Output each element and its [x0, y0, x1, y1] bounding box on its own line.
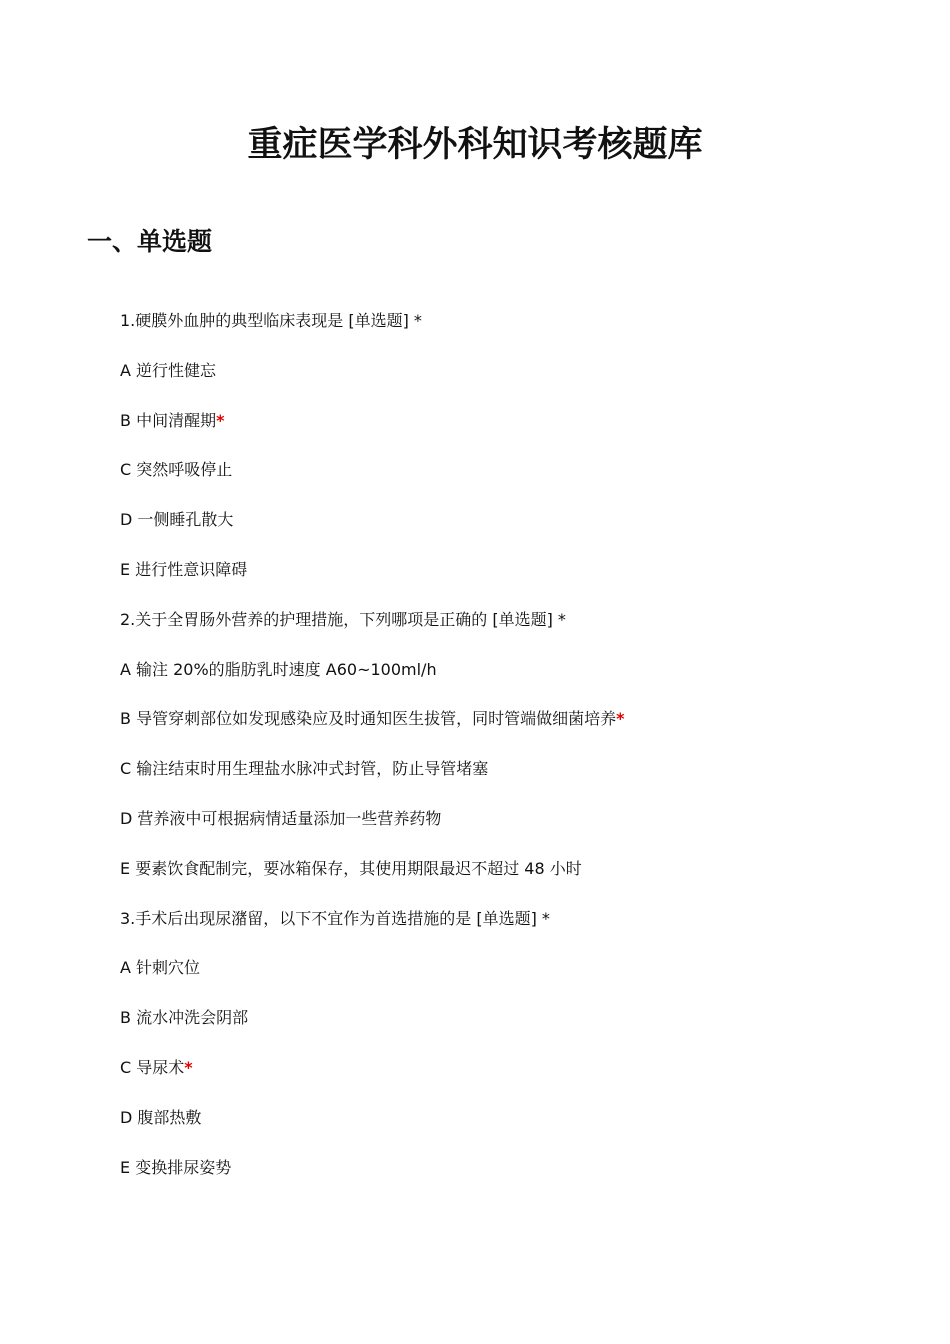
option-2d — [120, 805, 920, 855]
option-3d — [120, 1104, 920, 1154]
question-stem-3: 3.手术后出现尿潴留，以下不宜作为首选措施的是 [单选题] * — [120, 908, 550, 928]
option-text: E 进行性意识障碍 — [120, 559, 248, 579]
option-text: C 输注结束时用生理盐水脉冲式封管，防止导管堵塞 — [120, 759, 489, 779]
option-text: B 导管穿刺部位如发现感染应及时通知医生拔管，同时管端做细菌培养 — [120, 709, 617, 729]
option-2b — [120, 705, 920, 755]
option-2e — [120, 855, 920, 905]
answer-marker: * — [616, 709, 625, 729]
option-text: C 突然呼吸停止 — [120, 460, 233, 480]
option-3e — [120, 1154, 920, 1204]
option-3a — [120, 954, 920, 1004]
option-text: D 营养液中可根据病情适量添加一些营养药物 — [120, 808, 442, 828]
option-3c — [120, 1054, 920, 1104]
question-stem-2: 2.关于全胃肠外营养的护理措施，下列哪项是正确的 [单选题] * — [120, 609, 566, 629]
option-2c — [120, 755, 920, 805]
answer-marker: * — [184, 1057, 193, 1077]
section-heading: 一、单选题 — [87, 227, 213, 256]
option-text: A 输注 20%的脂肪乳时速度 A60~100ml/h — [120, 659, 437, 679]
option-3b — [120, 1004, 920, 1054]
question-list — [120, 307, 920, 1203]
option-1d — [120, 506, 920, 556]
option-text: B 流水冲洗会阴部 — [120, 1008, 249, 1028]
option-1b — [120, 407, 920, 457]
option-text: D 一侧睡孔散大 — [120, 510, 234, 530]
option-text: E 要素饮食配制完，要冰箱保存，其使用期限最迟不超过 48 小时 — [120, 858, 582, 878]
document-title: 重症医学科外科知识考核题库 — [247, 125, 703, 165]
option-text: A 针刺穴位 — [120, 958, 201, 978]
answer-marker: * — [216, 410, 225, 430]
option-1e — [120, 556, 920, 606]
option-text: B 中间清醒期 — [120, 410, 217, 430]
option-text: C 导尿术 — [120, 1057, 185, 1077]
option-text: E 变换排尿姿势 — [120, 1157, 232, 1177]
option-text: D 腹部热敷 — [120, 1107, 202, 1127]
option-2a — [120, 656, 920, 706]
option-text: A 逆行性健忘 — [120, 360, 217, 380]
option-1c — [120, 456, 920, 506]
option-1a — [120, 357, 920, 407]
question-stem-1: 1.硬膜外血肿的典型临床表现是 [单选题] * — [120, 311, 422, 330]
